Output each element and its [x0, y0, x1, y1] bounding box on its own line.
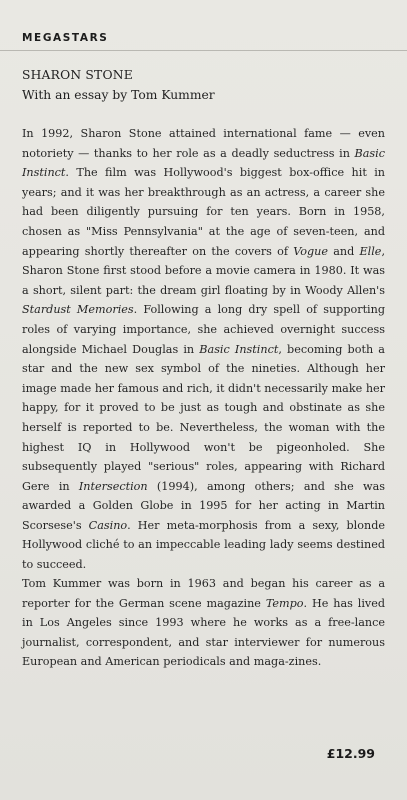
divider-rule	[0, 50, 407, 51]
price-label: £12.99	[326, 746, 375, 761]
italic-title: Vogue	[293, 244, 329, 258]
italic-title: Stardust Memories	[22, 303, 134, 317]
text-run: , becoming both a star and the new sex symbol of the nineties. Although her image made her famous and rich, it didn't necessarily make her happy, for it proved to be just as tough and obstinate as she herself is reported to be. Nevertheless, the woman with the highest IQ in Hollywood won't be pigeonholed. She subsequently played "serious" roles, appearing with Richard Gere in	[22, 342, 385, 493]
essay-text	[22, 124, 385, 575]
text-run: (1994), among others; and she was awarded a Golden Globe in 1995 for her acting in Martin Scorsese's	[22, 479, 385, 532]
italic-title: Casino	[88, 518, 128, 532]
italic-title: Tempo	[265, 596, 304, 610]
text-run: . Following a long dry spell of supporting roles of varying importance, she achieved overnight success alongside Michael Douglas in	[22, 303, 386, 356]
text-run: . Her meta-morphosis from a sexy, blonde Hollywood cliché to an impeccable leading lady seems destined to succeed.	[22, 518, 385, 572]
text-run: In 1992, Sharon Stone attained international fame — even notoriety — thanks to her role as a deadly seductress in	[22, 127, 385, 160]
text-run: . The film was Hollywood's biggest box-office hit in years; and it was her breakthrough as an actress, a career she had been diligently pursuing for ten years. Born in 1958, chosen as "Miss Pennsylvania" at the age of seven-teen, and appearing shortly thereafter on the covers of	[22, 166, 385, 258]
series-name: MEGASTARS	[22, 32, 109, 44]
text-run: and	[328, 244, 360, 258]
author-bio-text	[22, 574, 385, 672]
essay-paragraph	[22, 124, 385, 575]
byline: With an essay by Tom Kummer	[22, 88, 215, 102]
italic-title: Intersection	[78, 479, 148, 493]
text-run: , Sharon Stone first stood before a movie camera in 1980. It was a short, silent part: the dream girl floating by in Woody Allen's	[22, 244, 385, 297]
italic-title: Basic Instinct	[22, 146, 385, 180]
italic-title: Basic Instinct	[199, 342, 279, 356]
italic-title: Elle	[359, 244, 382, 258]
text-run: . He has lived in Los Angeles since 1993 where he works as a free-lance journalist, correspondent, and star interviewer for numerous European and American periodicals and maga-zines.	[22, 596, 386, 669]
book-title: SHARON STONE	[22, 68, 133, 82]
author-bio-paragraph	[22, 574, 385, 672]
text-run: Tom Kummer was born in 1963 and began his career as a reporter for the German scene magazine	[22, 577, 385, 610]
